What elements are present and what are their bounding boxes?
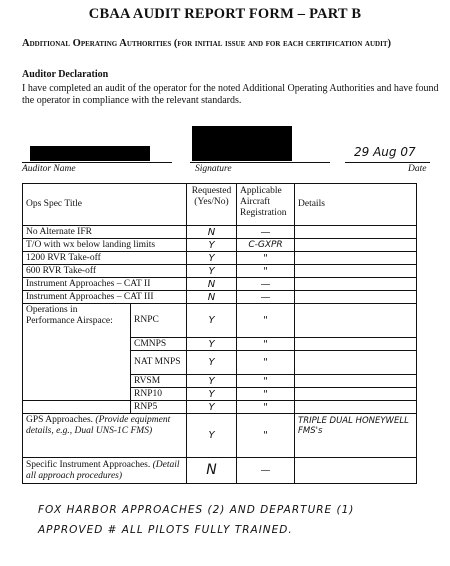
table-row bbox=[23, 226, 417, 239]
row-registration: " bbox=[237, 375, 295, 388]
gps-note: (Provide equipment details, e.g., Dual UNS-1C FMS) bbox=[26, 415, 171, 436]
gps-title: GPS Approaches. bbox=[26, 415, 94, 425]
date-value: 29 Aug 07 bbox=[354, 145, 416, 159]
date-label: Date bbox=[408, 164, 427, 174]
declaration-text: I have completed an audit of the operator for the noted Additional Operating Authorities and have found the operator in compliance with the relevant standards. bbox=[22, 83, 439, 106]
table-row bbox=[23, 414, 417, 458]
row-subtitle: RVSM bbox=[131, 375, 187, 388]
authorities-table bbox=[22, 183, 417, 484]
row-requested: Y bbox=[187, 265, 237, 278]
row-requested: Y bbox=[187, 375, 237, 388]
section-heading: Additional Operating Authorities (for initial issue and for each certification audit) bbox=[22, 38, 391, 49]
declaration-title: Auditor Declaration bbox=[22, 69, 109, 80]
row-subtitle: NAT MNPS bbox=[131, 351, 187, 375]
table-row bbox=[23, 265, 417, 278]
row-details bbox=[295, 239, 417, 252]
row-details bbox=[295, 265, 417, 278]
row-requested: Y bbox=[187, 388, 237, 401]
table-row bbox=[23, 458, 417, 484]
auditor-name-label: Auditor Name bbox=[22, 164, 76, 174]
row-registration: " bbox=[237, 351, 295, 375]
row-registration: " bbox=[237, 338, 295, 351]
specific-title: Specific Instrument Approaches. bbox=[26, 459, 151, 470]
row-subtitle: RNP10 bbox=[131, 388, 187, 401]
handwritten-note-line: APPROVED # ALL PILOTS FULLY TRAINED. bbox=[38, 524, 293, 536]
row-registration: — bbox=[237, 226, 295, 239]
row-requested: Y bbox=[187, 401, 237, 414]
row-details bbox=[295, 401, 417, 414]
row-requested: N bbox=[187, 278, 237, 291]
row-subtitle: RNPC bbox=[131, 304, 187, 338]
perf-group-label: Operations in Performance Airspace: bbox=[23, 304, 131, 401]
row-details bbox=[295, 388, 417, 401]
auditor-name-redaction bbox=[30, 146, 150, 161]
header-ops-spec: Ops Spec Title bbox=[23, 184, 187, 226]
row-subtitle: RNP5 bbox=[131, 401, 187, 414]
header-details: Details bbox=[295, 184, 417, 226]
row-requested: N bbox=[187, 291, 237, 304]
table-row bbox=[23, 304, 417, 338]
row-requested: Y bbox=[187, 338, 237, 351]
row-details bbox=[295, 375, 417, 388]
header-requested: Requested (Yes/No) bbox=[187, 184, 237, 226]
row-title: Instrument Approaches – CAT II bbox=[23, 278, 187, 291]
row-registration: — bbox=[237, 458, 295, 484]
table-row bbox=[23, 401, 417, 414]
row-details bbox=[295, 338, 417, 351]
signature-line bbox=[190, 162, 330, 163]
row-requested: Y bbox=[187, 351, 237, 375]
row-title: Instrument Approaches – CAT III bbox=[23, 291, 187, 304]
row-requested: Y bbox=[187, 304, 237, 338]
table-row bbox=[23, 252, 417, 265]
row-details bbox=[295, 351, 417, 375]
row-requested: N bbox=[187, 226, 237, 239]
table-row bbox=[23, 239, 417, 252]
handwritten-note bbox=[38, 500, 448, 540]
row-title: T/O with wx below landing limits bbox=[23, 239, 187, 252]
table-header-row bbox=[23, 184, 417, 226]
row-details bbox=[295, 252, 417, 265]
row-registration: — bbox=[237, 291, 295, 304]
form-title: CBAA AUDIT REPORT FORM – PART B bbox=[88, 6, 362, 22]
signature-label: Signature bbox=[195, 164, 232, 174]
row-requested: Y bbox=[187, 414, 237, 458]
row-registration: " bbox=[237, 265, 295, 278]
row-requested: N bbox=[187, 458, 237, 484]
gps-details: TRIPLE DUAL HONEYWELL FMS's bbox=[295, 414, 417, 458]
specific-note: (Detail all approach procedures) bbox=[26, 459, 180, 481]
row-registration: " bbox=[237, 252, 295, 265]
row-details bbox=[295, 226, 417, 239]
table-row bbox=[23, 291, 417, 304]
row-title: No Alternate IFR bbox=[23, 226, 187, 239]
date-line bbox=[345, 162, 430, 163]
row-details bbox=[295, 291, 417, 304]
row-title: 1200 RVR Take-off bbox=[23, 252, 187, 265]
header-registration: Applicable Aircraft Registration bbox=[237, 184, 295, 226]
row-details bbox=[295, 278, 417, 291]
row-details bbox=[295, 458, 417, 484]
row-details bbox=[295, 304, 417, 338]
row-registration: " bbox=[237, 414, 295, 458]
signature-redaction bbox=[192, 126, 292, 161]
row-registration: " bbox=[237, 388, 295, 401]
row-title: 600 RVR Take-off bbox=[23, 265, 187, 278]
gps-title-cell bbox=[23, 414, 187, 458]
row-requested: Y bbox=[187, 252, 237, 265]
row-requested: Y bbox=[187, 239, 237, 252]
auditor-name-line bbox=[22, 162, 172, 163]
row-subtitle: CMNPS bbox=[131, 338, 187, 351]
specific-title-cell bbox=[23, 458, 187, 484]
handwritten-note-line: FOX HARBOR APPROACHES (2) AND DEPARTURE (1) bbox=[38, 504, 355, 516]
row-registration: C-GXPR bbox=[237, 239, 295, 252]
row-registration: — bbox=[237, 278, 295, 291]
row-registration: " bbox=[237, 401, 295, 414]
row-registration: " bbox=[237, 304, 295, 338]
table-row bbox=[23, 278, 417, 291]
